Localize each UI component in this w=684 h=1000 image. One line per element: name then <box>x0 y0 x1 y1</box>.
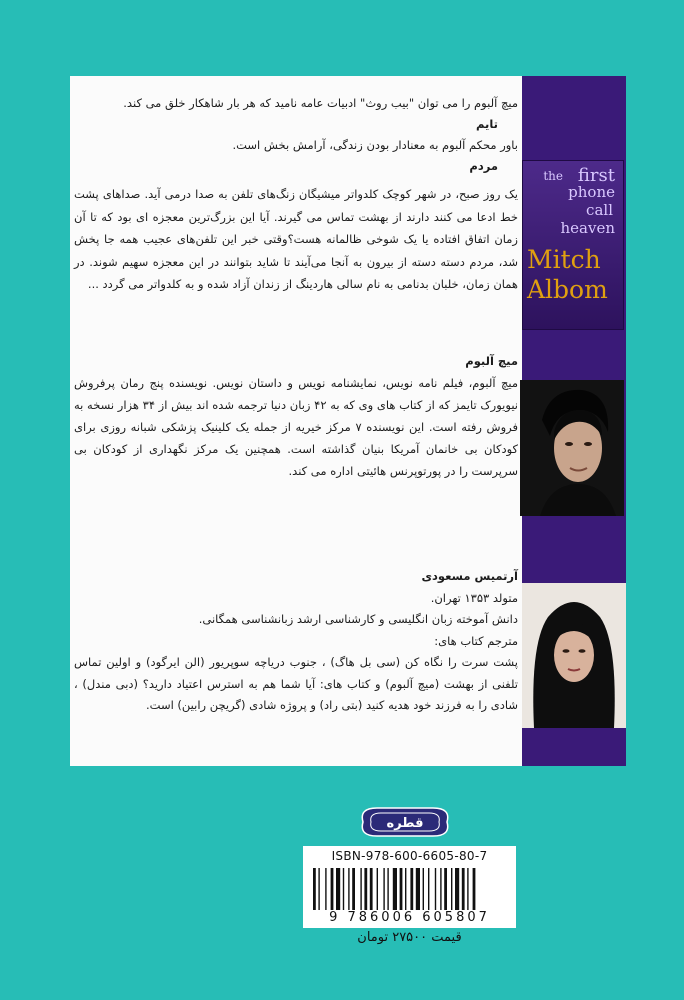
book-cover-word-the: the <box>543 169 563 183</box>
price-text: قیمت ۲۷۵۰۰ تومان <box>357 930 462 945</box>
barcode-digits: 9 786006 605807 <box>329 910 490 925</box>
reviews-block <box>74 93 518 177</box>
synopsis-block <box>74 183 518 296</box>
translator-block <box>74 566 518 717</box>
book-cover-author-last: Albom <box>527 275 608 304</box>
book-cover-word-call: call <box>586 201 613 219</box>
translator-books-label: مترجم کتاب های: <box>434 633 518 648</box>
book-cover-word-first: first <box>577 165 615 186</box>
review-time-source: تایم <box>476 117 498 131</box>
publisher-logo-text: قطره <box>386 816 424 831</box>
synopsis-text: یک روز صبح، در شهر کوچک کلدواتر میشیگان زنگ‌های تلفن به صدا درمی آید. صداهای پشت خط ادعا می کنند دارند از بهشت تماس می گیرند. آیا این بزرگ‌ترین معجزه ای بود که تا آن زمان اتفاق افتاده یا یک شوخی ظالمانه هست؟وقتی خبر این تلفن‌های عجیب همه جا پخش شد، مردم دسته دسته از بیرون به آنجا می‌آیند تا شاید بتوانند در این معجزه سهیم شوند. در همان زمان، خلبان بدنامی به نام سالی هاردینگ از زندان آزاد شده و به کلدواتر می گردد ... <box>74 187 518 291</box>
author-bio: میچ آلبوم، فیلم نامه نویس، نمایشنامه نویس و داستان نویس. نویسنده پنج رمان پرفروش نیویورک تایمز که از کتاب های وی که به ۴۲ زبان دنیا ترجمه شده اند بیش از ۳۴ هزار نسخه به فروش رفته است. این نویسنده ۷ مرکز خیریه از جمله یک کلینیک پزشکی شبانه روزی برای کودکان بی خانمان آمریکا بنیان گذاشته است. همچنین یک مرکز نگهداری از کودکان بی سرپرست را در پورتوپرنس هائیتی اداره می کند. <box>74 376 518 478</box>
translator-born: متولد ۱۳۵۳ تهران. <box>430 590 518 605</box>
book-cover-author-first: Mitch <box>527 245 601 274</box>
book-cover-image <box>522 160 624 330</box>
author-heading: میچ آلبوم <box>465 354 518 368</box>
book-cover-word-heaven: heaven <box>560 219 615 237</box>
barcode-label <box>303 846 516 928</box>
isbn-text: ISBN-978-600-6605-80-7 <box>331 849 488 863</box>
publisher-logo <box>355 802 455 842</box>
author-photo <box>520 380 624 516</box>
review-time-quote: میچ آلبوم را می توان "بیب روث" ادبیات عامه نامید که هر بار شاهکار خلق می کند. <box>123 96 518 110</box>
review-people-quote: باور محکم آلبوم به معنادار بودن زندگی، آرامش بخش است. <box>232 138 518 152</box>
translator-education: دانش آموخته زبان انگلیسی و کارشناسی ارشد زبانشناسی همگانی. <box>198 612 518 626</box>
translator-photo <box>522 583 626 728</box>
translator-books: پشت سرت را نگاه کن (سی بل هاگ) ، جنوب دریاچه سوپریور (الن ایرگود) و اولین تماس تلفنی از بهشت (میچ آلبوم) و کتاب های: آیا شما هم به استرس اعتیاد دارید؟ (دبی مندل) ، شادی را به فرزند خود هدیه کنید (بتی راد) و پروژه شادی (گریچن رابین) است. <box>74 655 518 712</box>
book-cover-word-phone: phone <box>568 183 615 201</box>
author-block <box>74 350 518 482</box>
barcode-bars <box>313 868 507 910</box>
translator-heading: آرتمیس مسعودی <box>421 569 518 583</box>
review-people-source: مردم <box>469 159 498 173</box>
